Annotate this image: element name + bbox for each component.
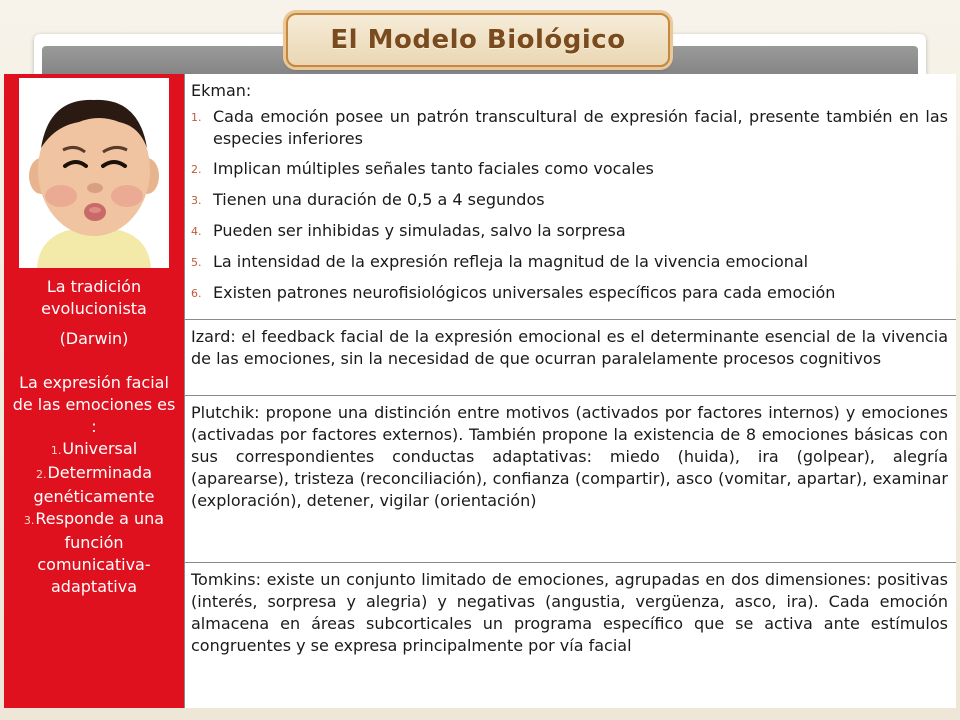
list-item: 2. Implican múltiples señales tanto faciales como vocales: [191, 159, 654, 178]
left-list: [9, 438, 179, 598]
ekman-cell: [185, 74, 956, 320]
list-item: 3.Responde a una función comunicativa-adaptativa: [23, 509, 165, 596]
baby-portrait-image: [19, 78, 169, 268]
list-item: 1. Cada emoción posee un patrón transcultural de expresión facial, presente también en las especies inferiores: [191, 107, 948, 148]
tradition-label: La tradición evolucionista: [41, 277, 147, 318]
list-item: 1.Universal: [50, 439, 138, 458]
tomkins-cell: Tomkins: existe un conjunto limitado de emociones, agrupadas en dos dimensiones: positivas (interés, sorpresa y alegria) y negativas (angustia, vergüenza, asco, ira). Cada emoción almacena en áreas subcorticales un programa específico que se activa ante estímulos congruentes y se expresa principalmente por vía facial: [191, 570, 948, 655]
darwin-label: (Darwin): [59, 329, 129, 348]
title-banner: [286, 13, 670, 67]
list-item: 5. La intensidad de la expresión refleja la magnitud de la vivencia emocional: [191, 252, 809, 271]
left-panel: [4, 74, 184, 708]
list-item: 6. Existen patrones neurofisiológicos universales específicos para cada emoción: [191, 283, 836, 302]
expression-label: La expresión facial de las emociones es :: [12, 373, 176, 436]
right-panel: [184, 74, 956, 708]
slide-title: El Modelo Biológico: [330, 25, 626, 55]
list-item: 2.Determinada genéticamente: [33, 463, 155, 506]
plutchik-cell: Plutchik: propone una distinción entre motivos (activados por factores internos) y emociones (activadas por factores externos). También propone la existencia de 8 emociones básicas con sus correspondientes conductas adaptativas: miedo (huida), ira (golpear), alegría (aparearse), tristeza (reconciliación), confianza (compartir), asco (vomitar, apartar), examinar (exploración), detener, vigilar (orientación): [185, 396, 956, 563]
ekman-heading: Ekman:: [191, 81, 252, 100]
baby-face-illustration: [19, 78, 169, 268]
content-table: [4, 74, 956, 708]
list-item: 4. Pueden ser inhibidas y simuladas, salvo la sorpresa: [191, 221, 626, 240]
left-text-block: [9, 276, 179, 598]
ekman-list: [191, 106, 948, 305]
list-item: 3. Tienen una duración de 0,5 a 4 segundos: [191, 190, 545, 209]
izard-cell: Izard: el feedback facial de la expresión emocional es el determinante esencial de la vivencia de las emociones, sin la necesidad de que ocurran paralelamente procesos cognitivos: [185, 320, 956, 396]
